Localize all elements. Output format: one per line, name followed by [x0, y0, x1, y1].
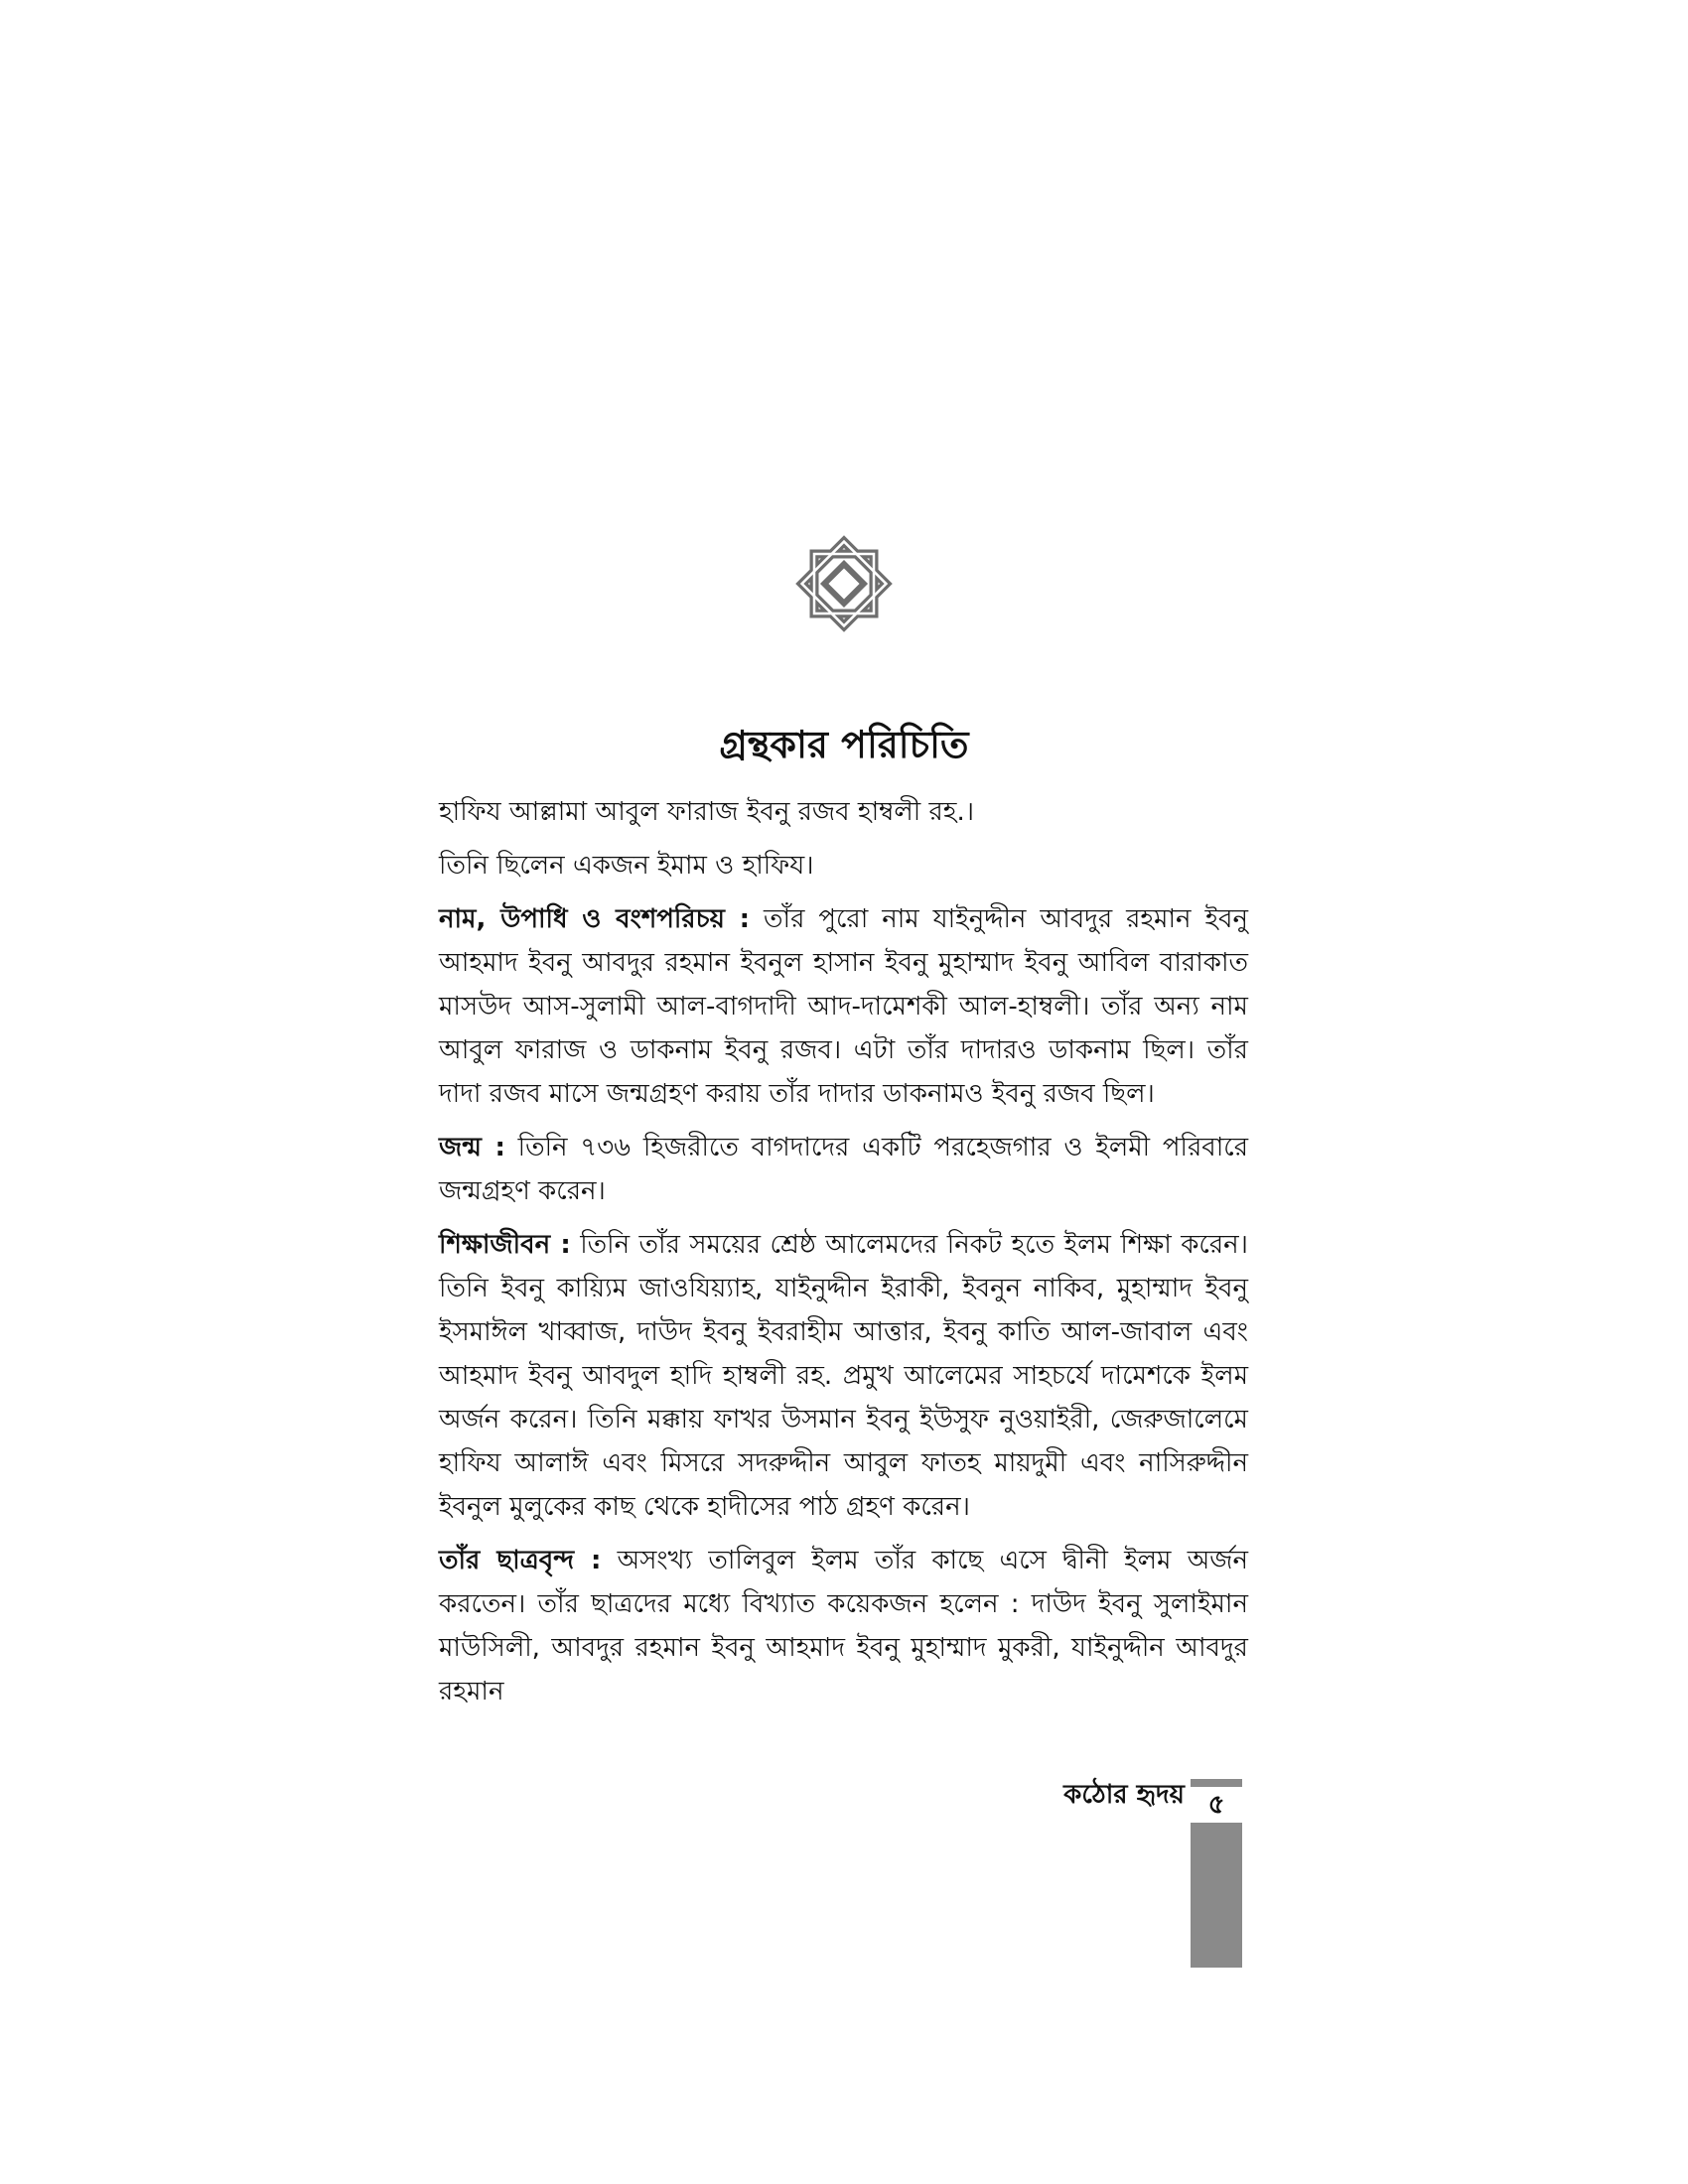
paragraph-intro-text: হাফিয আল্লামা আবুল ফারাজ ইবনু রজব হাম্বলী রহ.।	[439, 797, 975, 827]
paragraph-status	[439, 844, 1248, 887]
paragraph-name-lineage	[439, 897, 1248, 1116]
running-footer-book-title: কঠোর হৃদয়	[1063, 1780, 1185, 1810]
paragraph-name-lineage-term: নাম, উপাধি ও বংশপরিচয় :	[439, 904, 751, 934]
paragraph-students-term: তাঁর ছাত্রবৃন্দ :	[439, 1546, 602, 1575]
page-number-tab	[1191, 1779, 1242, 1968]
paragraph-name-lineage-text: তাঁর পুরো নাম যাইনুদ্দীন আবদুর রহমান ইবনু আহমাদ ইবনু আবদুর রহমান ইবনুল হাসান ইবনু মুহাম্মাদ ইবনু আবিল বারাকাত মাসউদ আস-সুলামী আল-বাগদাদী আদ-দামেশকী আল-হাম্বলী। তাঁর অন্য নাম আবুল ফারাজ ও ডাকনাম ইবনু রজব। এটা তাঁর দাদারও ডাকনাম ছিল। তাঁর দাদা রজব মাসে জন্মগ্রহণ করায় তাঁর দাদার ডাকনামও ইবনু রজব ছিল।	[439, 904, 1248, 1109]
paragraph-education-text: তিনি তাঁর সময়ের শ্রেষ্ঠ আলেমদের নিকট হতে ইলম শিক্ষা করেন। তিনি ইবনু কায়্যিম জাওযিয়্যাহ, যাইনুদ্দীন ইরাকী, ইবনুন নাকিব, মুহাম্মাদ ইবনু ইসমাঈল খাব্বাজ, দাউদ ইবনু ইবরাহীম আত্তার, ইবনু কাতি আল-জাবাল এবং আহমাদ ইবনু আবদুল হাদি হাম্বলী রহ. প্রমুখ আলেমের সাহচর্যে দামেশকে ইলম অর্জন করেন। তিনি মক্কায় ফাখর উসমান ইবনু ইউসুফ নুওয়াইরী, জেরুজালেমে হাফিয আলাঈ এবং মিসরে সদরুদ্দীন আবুল ফাতহ মায়দুমী এবং নাসিরুদ্দীন ইবনুল মুলুকের কাছ থেকে হাদীসের পাঠ গ্রহণ করেন।	[439, 1230, 1248, 1522]
paragraph-intro	[439, 790, 1248, 834]
paragraph-birth-term: জন্ম :	[439, 1133, 505, 1162]
paragraph-status-text: তিনি ছিলেন একজন ইমাম ও হাফিয।	[439, 851, 814, 881]
paragraph-students-text: অসংখ্য তালিবুল ইলম তাঁর কাছে এসে দ্বীনী ইলম অর্জন করতেন। তাঁর ছাত্রদের মধ্যে বিখ্যাত কয়েকজন হলেন : দাউদ ইবনু সুলাইমান মাউসিলী, আবদুর রহমান ইবনু আহমাদ ইবনু মুহাম্মাদ মুকরী, যাইনুদ্দীন আবদুর রহমান	[439, 1546, 1248, 1706]
paragraph-students	[439, 1539, 1248, 1713]
paragraph-birth	[439, 1126, 1248, 1213]
paragraph-education	[439, 1223, 1248, 1529]
page-tab-bar	[1191, 1823, 1242, 1968]
page-number: ৫	[1191, 1787, 1242, 1823]
paragraph-education-term: শিক্ষাজীবন :	[439, 1230, 571, 1260]
page-tab-top-stripe	[1191, 1779, 1242, 1787]
paragraph-birth-text: তিনি ৭৩৬ হিজরীতে বাগদাদের একটি পরহেজগার ও ইলমী পরিবারে জন্মগ্রহণ করেন।	[439, 1133, 1249, 1206]
section-heading: গ্রন্থকার পরিচিতি	[719, 723, 969, 766]
geometric-rosette-icon	[784, 524, 904, 643]
body-text	[439, 790, 1248, 1713]
